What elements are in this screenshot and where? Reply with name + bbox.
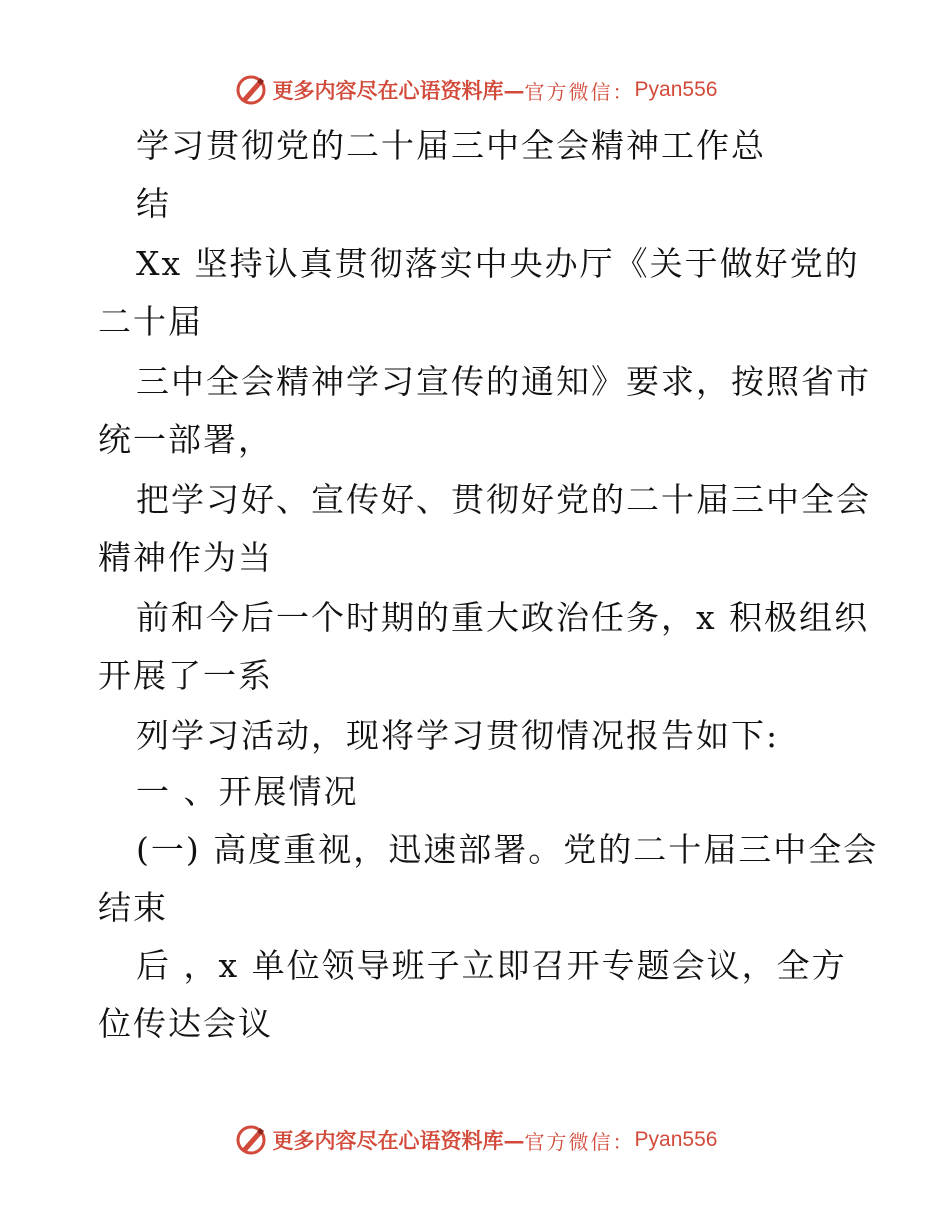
- watermark-main-text: 更多内容尽在心语资料库: [272, 78, 504, 103]
- doc-line: 前和今后一个时期的重大政治任务，x 积极组织: [136, 598, 870, 637]
- doc-line: 后 ，x 单位领导班子立即召开专题会议，全方: [136, 946, 847, 985]
- doc-line: 列学习活动，现将学习贯彻情况报告如下:: [136, 716, 780, 755]
- doc-line: 开展了一系: [98, 656, 273, 695]
- doc-line: 学习贯彻党的二十届三中全会精神工作总: [136, 126, 766, 165]
- doc-line: 精神作为当: [98, 538, 273, 577]
- watermark-dash: —: [503, 1127, 525, 1153]
- doc-line: 三中全会精神学习宣传的通知》要求，按照省市: [136, 362, 871, 401]
- watermark-id: Pyan556: [634, 78, 718, 101]
- doc-line: 统一部署，: [98, 420, 273, 459]
- watermark-main-text: 更多内容尽在心语资料库: [272, 1128, 504, 1153]
- watermark-sub-text: 官方微信：: [524, 1129, 635, 1154]
- watermark-banner-bottom: [0, 1120, 950, 1160]
- doc-line: 二十届: [98, 302, 203, 341]
- doc-line: 把学习好、宣传好、贯彻好党的二十届三中全会: [136, 480, 871, 519]
- doc-line: Xx 坚持认真贯彻落实中央办厅《关于做好党的: [136, 244, 860, 283]
- doc-line: 位传达会议: [98, 1004, 273, 1043]
- watermark-id: Pyan556: [634, 1128, 718, 1151]
- section-heading: 一 、开展情况: [136, 772, 359, 811]
- watermark-dash: —: [503, 77, 525, 103]
- pen-circle-logo-icon: [233, 1122, 269, 1158]
- doc-line: (一) 高度重视，迅速部署。党的二十届三中全会: [136, 830, 879, 869]
- watermark-sub-text: 官方微信：: [524, 79, 635, 104]
- doc-line: 结束: [98, 888, 168, 927]
- doc-line: 结: [136, 184, 171, 223]
